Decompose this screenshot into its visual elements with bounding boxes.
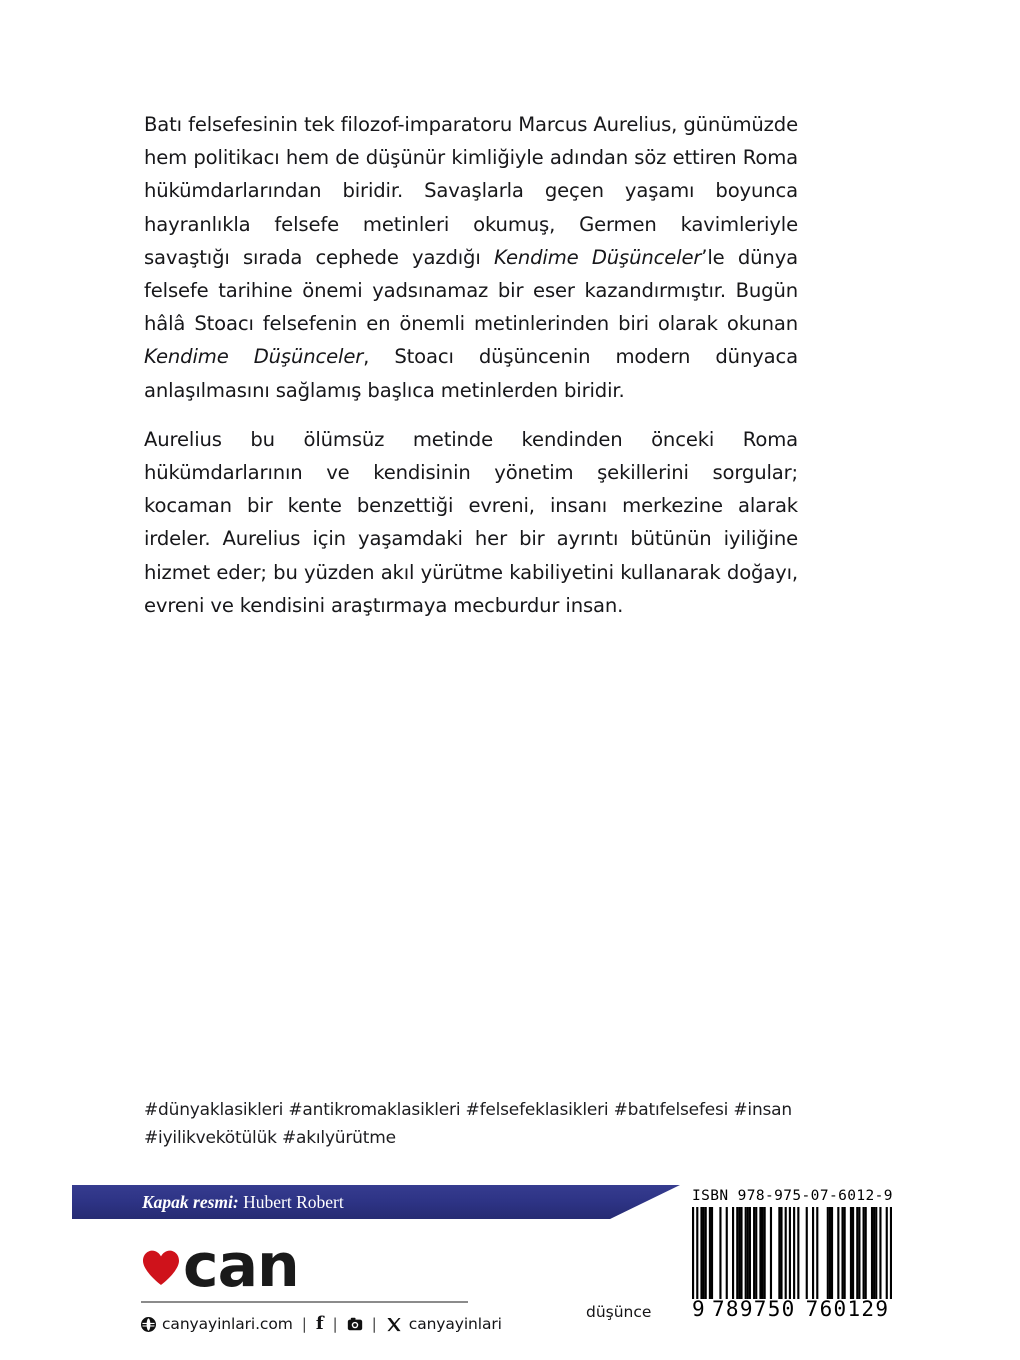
barcode-digit-group-1: 789750 [711, 1297, 796, 1321]
publisher-block [141, 1231, 502, 1334]
publisher-logo [141, 1231, 471, 1301]
barcode-digits [692, 1297, 892, 1321]
ean13-barcode [692, 1207, 892, 1299]
credit-text [142, 1185, 344, 1219]
social-links-row [141, 1313, 502, 1334]
publisher-wordmark: can [183, 1231, 299, 1301]
separator-1: | [301, 1315, 307, 1333]
credit-label: Kapak resmi: [142, 1192, 239, 1212]
instagram-icon[interactable] [347, 1317, 363, 1331]
hashtag-line-2: #iyilikvekötülük #akılyürütme [144, 1128, 396, 1148]
barcode-digit-lead: 9 [692, 1297, 706, 1321]
blurb-paragraph-1: Batı felsefesinin tek filozof-imparatoru Marcus Aurelius, günümüzde hem politikacı hem de düşünür kimliğiyle adından söz ettiren Roma hükümdarlarından biridir. Savaşlarla geçen yaşamı boyunca hayranlıkla felsefe metinleri okumuş, Germen kavimleriyle savaştığı sırada cephede yazdığı Kendime Düşünceler’le dünya felsefe tarihine önemi yadsınamaz bir eser kazandırmıştır. Bugün hâlâ Stoacı felsefenin en önemli metinlerinden biri olarak okunan Kendime Düşünceler, Stoacı düşüncenin modern dünyaca anlaşılmasını sağlamış başlıca metinlerden biridir. [144, 113, 799, 402]
separator-2: | [332, 1315, 338, 1333]
hashtag-block [144, 1096, 824, 1152]
hashtag-line-1: #dünyaklasikleri #antikromaklasikleri #felsefeklasikleri #batıfelsefesi #insan [144, 1100, 792, 1120]
blurb-section [144, 108, 798, 622]
facebook-icon[interactable]: f [315, 1313, 324, 1334]
heart-icon [141, 1248, 181, 1288]
barcode-block [692, 1188, 892, 1321]
credit-value: Hubert Robert [243, 1192, 344, 1212]
globe-icon [141, 1317, 156, 1332]
cover-credit-bar [72, 1185, 680, 1219]
website-link[interactable]: canyayinlari.com [162, 1315, 293, 1333]
social-handle[interactable]: canyayinlari [408, 1315, 502, 1333]
category-label: düşünce [586, 1303, 652, 1321]
x-twitter-icon[interactable] [386, 1317, 402, 1332]
separator-3: | [371, 1315, 377, 1333]
barcode-digit-group-2: 760129 [805, 1297, 890, 1321]
blurb-paragraph-2: Aurelius bu ölümsüz metinde kendinden önceki Roma hükümdarlarının ve kendisinin yönetim şekillerini sorgular; kocaman bir kente benzettiği evreni, insanı merkezine alarak irdeler. Aurelius için yaşamdaki her bir ayrıntı bütünün iyiliğine hizmet eder; bu yüzden akıl yürütme kabiliyetini kullanarak doğayı, evreni ve kendisini araştırmaya mecburdur insan. [144, 427, 798, 617]
publisher-divider [141, 1301, 468, 1303]
isbn-text: ISBN 978-975-07-6012-9 [692, 1188, 893, 1204]
